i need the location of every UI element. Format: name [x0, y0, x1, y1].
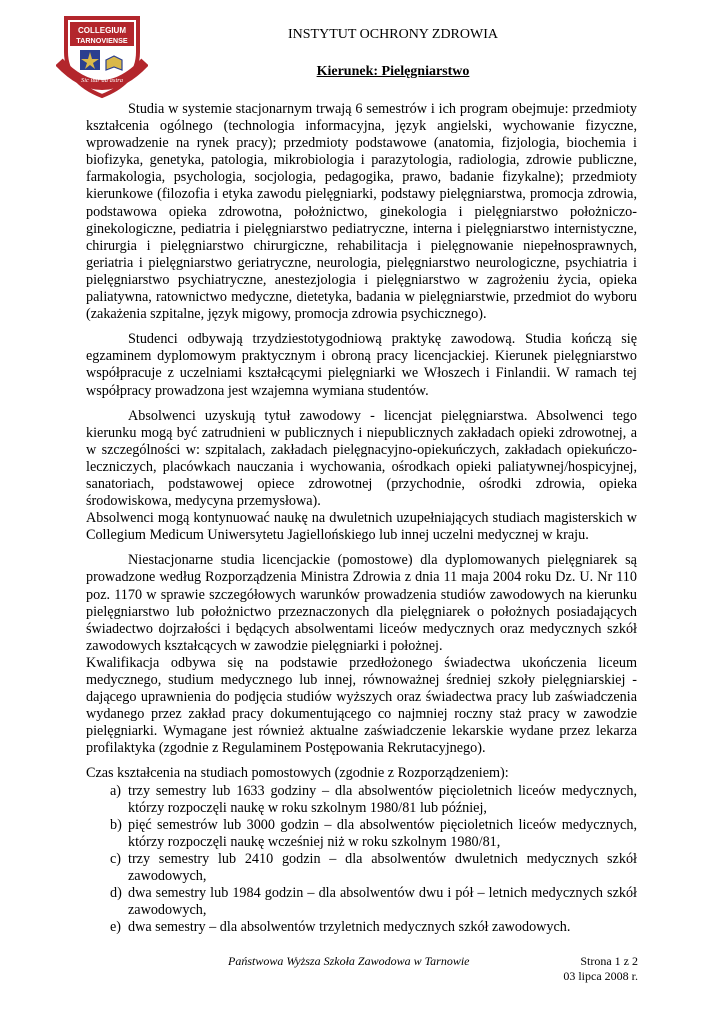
study-duration-list: [86, 783, 637, 937]
footer-school-name: Państwowa Wyższa Szkoła Zawodowa w Tarnowie: [228, 954, 470, 968]
list-item: [86, 783, 637, 817]
list-item-text: dwa semestry lub 1984 godzin – dla absolwentów dwu i pół – letnich medycznych szkół zawodowych,: [128, 885, 637, 919]
paragraph-bridging-studies: Niestacjonarne studia licencjackie (pomostowe) dla dyplomowanych pielęgniarek są prowadzone według Rozporządzenia Ministra Zdrowia z dnia 11 maja 2004 roku Dz. U. Nr 110 poz. 1170 w sprawie szczegółowych warunków prowadzenia studiów zawodowych na kierunku pielęgniarstwo lub położnictwo przeznaczonych dla pielęgniarek o położnych posiadających świadectwo dojrzałości i będących absolwentami liceów medycznych oraz medycznych szkół zawodowych kształcących w zawodzie pielęgniarki i położnej.: [86, 552, 637, 654]
list-marker: b): [110, 816, 122, 833]
footer-page-info: [563, 954, 638, 984]
list-item: [86, 885, 637, 919]
logo-text-top: COLLEGIUM: [78, 26, 126, 35]
paragraph-masters: Absolwenci mogą kontynuować naukę na dwuletnich uzupełniających studiach magisterskich w Collegium Medicum Uniwersytetu Jagiellońskiego lub innej uczelni medycznej w kraju.: [86, 510, 637, 544]
field-of-study-heading: Kierunek: Pielęgniarstwo: [316, 64, 470, 79]
page-number: Strona 1 z 2: [580, 954, 638, 968]
list-item: [86, 851, 637, 885]
list-item: [86, 817, 637, 851]
paragraph-graduates: Absolwenci uzyskują tytuł zawodowy - licencjat pielęgniarstwa. Absolwenci tego kierunku mogą być zatrudnieni w publicznych i niepublicznych zakładach opieki zdrowotnej, a w szczególności w: szpitalach, zakładach pielęgnacyjno-opiekuńczych, zakładach opiekuńczo-leczniczych, placówkach nauczania i wychowania, ośrodkach opieki paliatywnej/hospicyjnej, sanatoriach, podstawowej opiece zdrowotnej (przychodnie, ośrodki zdrowia, opieka środowiskowa, medycyna przemysłowa).: [86, 407, 637, 510]
logo-motto: Sic itur ad astra: [80, 77, 124, 84]
list-marker: c): [110, 850, 122, 867]
list-marker: e): [110, 919, 122, 936]
paragraph-qualification: Kwalifikacja odbywa się na podstawie przedłożonego świadectwa ukończenia liceum medycznego, studium medycznego lub innej, równoważnej średniej szkoły pielęgniarskiej - dającego uprawnienia do podjęcia studiów wyższych oraz świadectwa pracy lub zaświadczenia wydanego przez zakład pracy dokumentującego co najmniej roczny staż pracy w zawodzie pielęgniarki. Wymagane jest również aktualne zaświadczenie lekarskie wydane przez lekarza profilaktyka (zgodnie z Regulaminem Postępowania Rekrutacyjnego).: [86, 654, 637, 757]
paragraph-program: Studia w systemie stacjonarnym trwają 6 semestrów i ich program obejmuje: przedmioty kształcenia ogólnego (technologia informacyjna, język angielski, wychowanie fizyczne, wprowadzenie na rynek pracy); przedmioty podstawowe (anatomia, fizjologia, biochemia i biofizyka, genetyka, patologia, mikrobiologia i parazytologia, radiologia, zdrowie publiczne, farmakologia, psychologia, socjologia, pedagogika, prawo, badanie fizykalne); przedmioty kierunkowe (filozofia i etyka zawodu pielęgniarki, podstawy pielęgniarstwa, promocja zdrowia, podstawowa opieka zdrowotna, położnictwo, ginekologia i pielęgniarstwo położniczo-ginekologiczne, pediatria i pielęgniarstwo pediatryczne, interna i pielęgniarstwo internistyczne, chirurgia i pielęgniarstwo chirurgiczne, rehabilitacja i pielęgnowanie niepełnosprawnych, geriatria i pielęgniarstwo geriatryczne, neurologia, pielęgniarstwo neurologiczne, psychiatria i pielęgniarstwo psychiatryczne, anestezjologia i pielęgniarstwo w zagrożeniu życia, opieka paliatywna, ratownictwo medyczne, dietetyka, badania w pielęgniarstwie, przedmiot do wyboru (zakażenia szpitalne, język migowy, promocja zdrowia psychicznego).: [86, 101, 637, 323]
list-item-text: trzy semestry lub 1633 godziny – dla absolwentów pięcioletnich liceów medycznych, którzy rozpoczęli naukę w roku szkolnym 1980/81 lub później,: [128, 782, 637, 816]
list-item: [86, 919, 637, 936]
collegium-tarnoviense-logo: [56, 12, 148, 100]
list-item-text: trzy semestry lub 2410 godzin – dla absolwentów dwuletnich medycznych szkół zawodowych,: [128, 850, 637, 885]
list-marker: a): [110, 782, 122, 799]
document-body: [86, 101, 637, 936]
paragraph-practice: Studenci odbywają trzydziestotygodniową praktykę zawodową. Studia kończą się egzaminem dyplomowym praktycznym i obroną pracy licencjackiej. Kierunek pielęgniarstwo współpracuje z uczelniami kształcącymi pielęgniarki we Włoszech i Finlandii. W ramach tej współpracy prowadzona jest wzajemna wymiana studentów.: [86, 331, 637, 399]
list-item-text: pięć semestrów lub 3000 godzin – dla absolwentów pięcioletnich liceów medycznych, którzy rozpoczęli naukę wcześniej niż w roku szkolnym 1980/81,: [128, 816, 637, 850]
logo-text-bottom: TARNOVIENSE: [76, 36, 128, 45]
list-intro: Czas kształcenia na studiach pomostowych (zgodnie z Rozporządzeniem):: [86, 765, 509, 782]
institute-title: INSTYTUT OCHRONY ZDROWIA: [288, 27, 498, 42]
document-date: 03 lipca 2008 r.: [563, 969, 638, 983]
list-item-text: dwa semestry – dla absolwentów trzyletnich medycznych szkół zawodowych.: [128, 919, 571, 936]
list-marker: d): [110, 885, 122, 902]
